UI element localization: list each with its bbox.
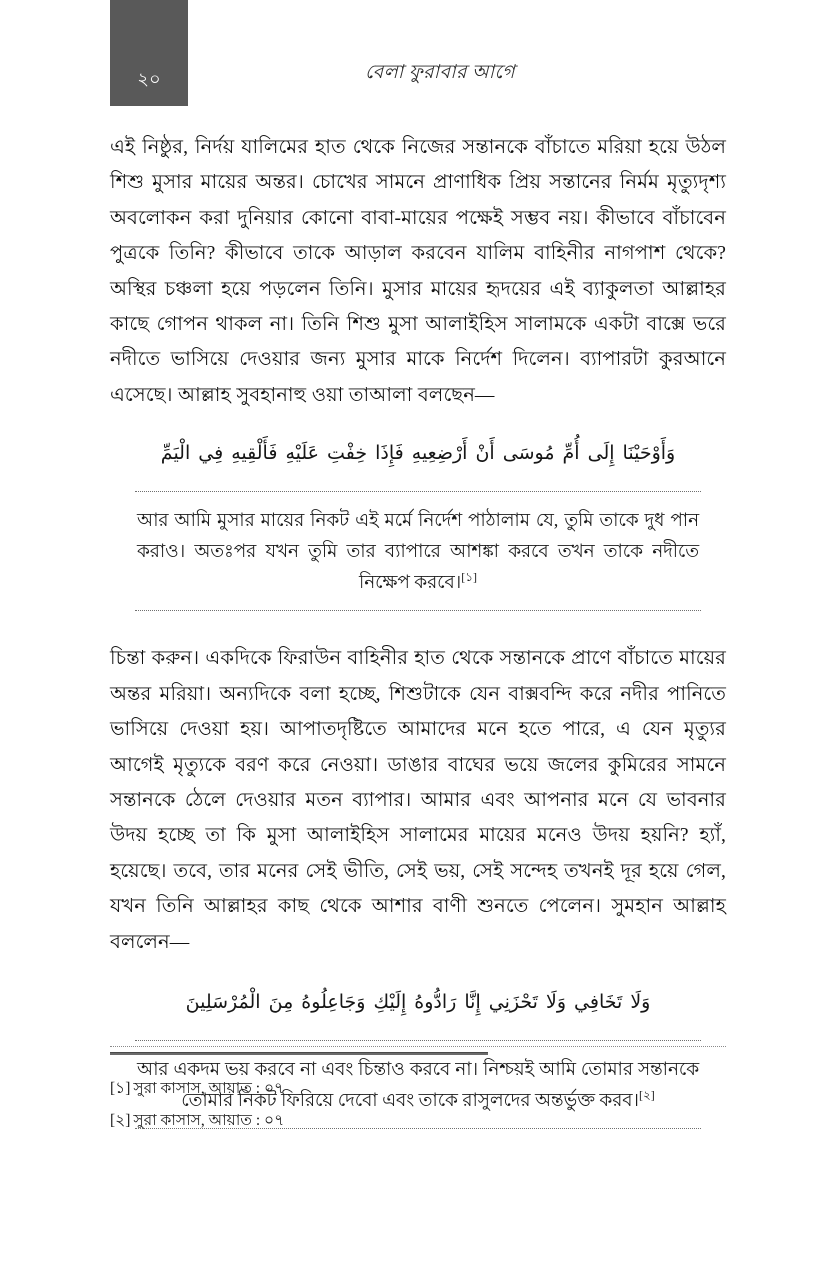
folio-box bbox=[110, 0, 188, 106]
body-paragraph-2: চিন্তা করুন। একদিকে ফিরাউন বাহিনীর হাত থেকে সন্তানকে প্রাণে বাঁচাতে মায়ের অন্তর মরিয়া। অন্যদিকে বলা হচ্ছে, শিশুটাকে যেন বাক্সবন্দি করে নদীর পানিতে ভাসিয়ে দেওয়া হয়। আপাতদৃষ্টিতে আমাদের মনে হতে পারে, এ যেন মৃত্যুর আগেই মৃত্যুকে বরণ করে নেওয়া। ডাঙার বাঘের ভয়ে জলের কুমিরের সামনে সন্তানকে ঠেলে দেওয়ার মতন ব্যাপার। আমার এবং আপনার মনে যে ভাবনার উদয় হচ্ছে তা কি মুসা আলাইহিস সালামের মায়ের মনেও উদয় হয়নি? হ্যাঁ, হয়েছে। তবে, তার মনের সেই ভীতি, সেই ভয়, সেই সন্দেহ তখনই দূর হয়ে গেল, যখন তিনি আল্লাহর কাছ থেকে আশার বাণী শুনতে পেলেন। সুমহান আল্লাহ বললেন— bbox=[110, 648, 726, 953]
footnote-text: সুরা কাসাস, আয়াত : ০৭ bbox=[133, 1112, 285, 1129]
arabic-verse-2: وَلَا تَخَافِي وَلَا تَحْزَنِي إِنَّا رَادُّوهُ إِلَيْكِ وَجَاعِلُوهُ مِنَ الْمُرْسَلِينَ bbox=[185, 991, 651, 1013]
translation-body-2: আর একদম ভয় করবে না এবং চিন্তাও করবে না। নিশ্চয়ই আমি তোমার সন্তানকে তোমার নিকট ফিরিয়ে দেবো এবং তাকে রাসুলদের অন্তর্ভুক্ত করব। bbox=[137, 1059, 699, 1111]
spacer bbox=[110, 471, 726, 491]
footnote-area bbox=[110, 1046, 726, 1137]
body-paragraph-1: এই নিষ্ঠুর, নির্দয় যালিমের হাত থেকে নিজের সন্তানকে বাঁচাতে মরিয়া হয়ে উঠল শিশু মুসার মায়ের অন্তর। চোখের সামনে প্রাণাধিক প্রিয় সন্তানের নির্মম মৃত্যুদৃশ্য অবলোকন করা দুনিয়ার কোনো বাবা-মায়ের পক্ষেই সম্ভব নয়। কীভাবে বাঁচাবেন পুত্রকে তিনি? কীভাবে তাকে আড়াল করবেন যালিম বাহিনীর নাগপাশ থেকে? অস্থির চঞ্চলা হয়ে পড়লেন তিনি। মুসার মায়ের হৃদয়ের এই ব্যাকুলতা আল্লাহর কাছে গোপন থাকল না। তিনি শিশু মুসা আলাইহিস সালামকে একটা বাক্সে ভরে নদীতে ভাসিয়ে দেওয়ার জন্য মুসার মাকে নির্দেশ দিলেন। ব্যাপারটা কুরআনে এসেছে। আল্লাহ সুবহানাহু ওয়া তাআলা বলছেন— bbox=[110, 137, 726, 406]
footnote-item bbox=[110, 1105, 726, 1137]
footnote-dotted-divider bbox=[110, 1046, 726, 1047]
translation-body-1: আর আমি মুসার মায়ের নিকট এই মর্মে নির্দেশ পাঠালাম যে, তুমি তাকে দুধ পান করাও। অতঃপর যখন তুমি তার ব্যাপারে আশঙ্কা করবে তখন তাকে নদীতে নিক্ষেপ করবে। bbox=[137, 510, 699, 593]
quran-quote-1 bbox=[110, 435, 726, 611]
footnote-text: সুরা কাসাস, আয়াত : ০৭ bbox=[133, 1080, 285, 1097]
running-title: বেলা ফুরাবার আগে bbox=[364, 62, 516, 83]
spacer bbox=[110, 960, 726, 984]
text-column bbox=[110, 130, 726, 1129]
footnote-item bbox=[110, 1073, 726, 1105]
footnote-marker: [১] bbox=[110, 1080, 131, 1097]
spacer bbox=[110, 1020, 726, 1040]
footnote-separator-rule bbox=[110, 1052, 488, 1055]
arabic-verse-1: وَأَوْحَيْنَا إِلَى أُمِّ مُوسَى أَنْ أَرْضِعِيهِ فَإِذَا خِفْتِ عَلَيْهِ فَأَلْقِيهِ فِي الْيَمِّ bbox=[160, 442, 676, 465]
spacer bbox=[110, 413, 726, 435]
translation-block-1 bbox=[135, 491, 701, 611]
footnote-ref-2[interactable]: [২] bbox=[638, 1088, 655, 1102]
page-number: ২০ bbox=[137, 69, 161, 89]
footnote-ref-1[interactable]: [১] bbox=[461, 570, 477, 585]
footnote-list bbox=[110, 1073, 726, 1137]
spacer bbox=[110, 611, 726, 641]
translation-text-1 bbox=[137, 505, 699, 598]
page-header bbox=[0, 0, 822, 106]
footnote-marker: [২] bbox=[110, 1112, 131, 1129]
